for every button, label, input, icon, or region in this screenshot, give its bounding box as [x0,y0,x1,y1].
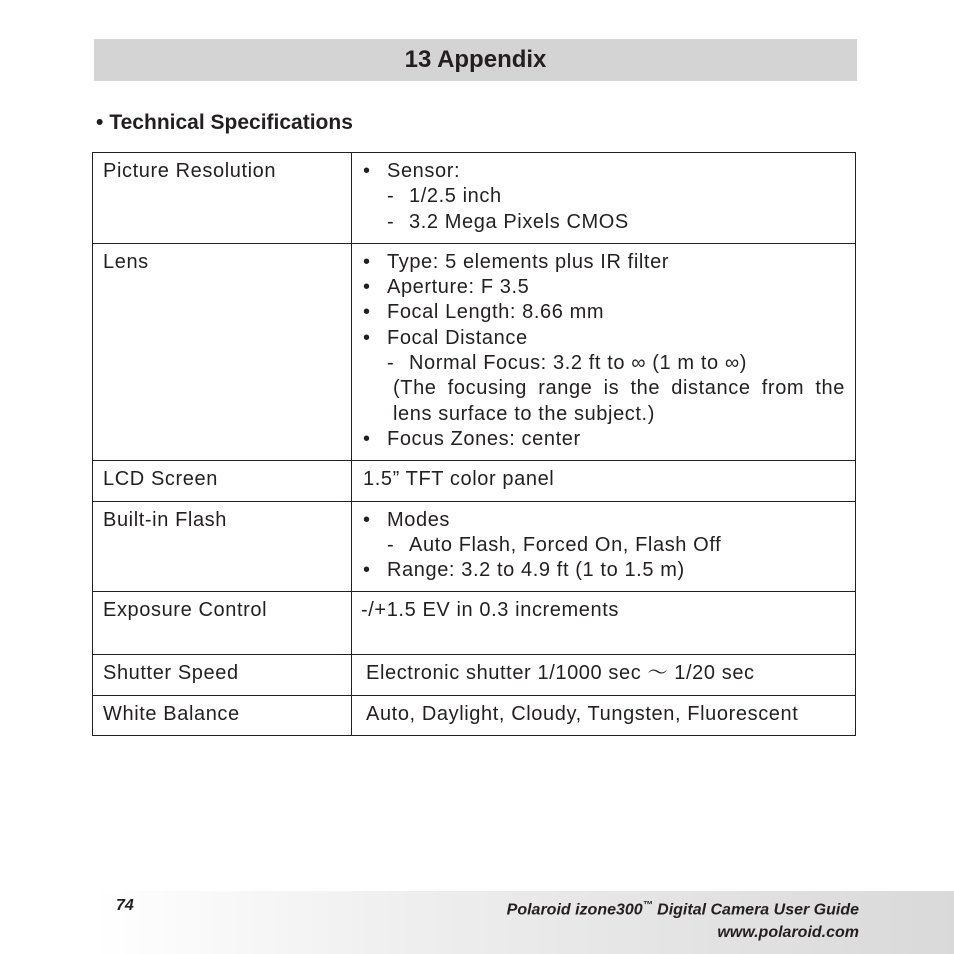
table-row [93,695,856,735]
sub-list-item: - 3.2 Mega Pixels CMOS [387,210,629,233]
list-item: • Modes [363,508,451,531]
spec-value: -/+1.5 EV in 0.3 increments [352,592,856,655]
spec-label: Built-in Flash [93,501,352,592]
table-row [93,592,856,655]
table-row [93,501,856,592]
page-footer [94,891,954,954]
spec-value [352,501,856,592]
spec-value: Auto, Daylight, Cloudy, Tungsten, Fluorescent [352,695,856,735]
section-title: Technical Specifications [109,111,353,134]
sub-list-item: - Auto Flash, Forced On, Flash Off [387,533,722,556]
spec-label: Lens [93,243,352,460]
list-item: • Focus Zones: center [363,427,581,450]
section-heading [96,111,353,135]
spec-value: Electronic shutter 1/1000 sec ～ 1/20 sec [352,655,856,695]
chapter-title-bar [94,39,857,81]
table-row [93,461,856,501]
website-url: www.polaroid.com [717,924,859,941]
sub-list-item: - Normal Focus: 3.2 ft to ∞ (1 m to ∞) [387,352,747,375]
section-bullet: • [96,111,104,134]
table-row [93,153,856,244]
page-number: 74 [116,897,134,914]
spec-label: Exposure Control [93,592,352,655]
spec-value [352,243,856,460]
spec-value: 1.5” TFT color panel [352,461,856,501]
list-item: • Sensor: [363,160,461,182]
guide-title: Polaroid izone300™ Digital Camera User Guide [506,900,859,919]
chapter-title: 13 Appendix [404,46,547,73]
spec-label: LCD Screen [93,461,352,501]
list-item: • Focal Length: 8.66 mm [363,301,605,324]
list-item: • Range: 3.2 to 4.9 ft (1 to 1.5 m) [363,559,685,582]
focus-range-note: (The focusing range is the distance from the lens surface to the subject.) [393,377,845,425]
list-item: • Focal Distance [363,326,528,349]
sub-list-item: - 1/2.5 inch [387,185,502,208]
spec-label: Picture Resolution [93,153,352,244]
list-item: • Aperture: F 3.5 [363,276,530,299]
table-row [93,243,856,460]
spec-label: White Balance [93,695,352,735]
specifications-table [92,152,856,736]
trademark-symbol: ™ [642,900,653,911]
list-item: • Type: 5 elements plus IR filter [363,250,670,273]
table-row [93,655,856,695]
spec-label: Shutter Speed [93,655,352,695]
spec-value [352,153,856,244]
